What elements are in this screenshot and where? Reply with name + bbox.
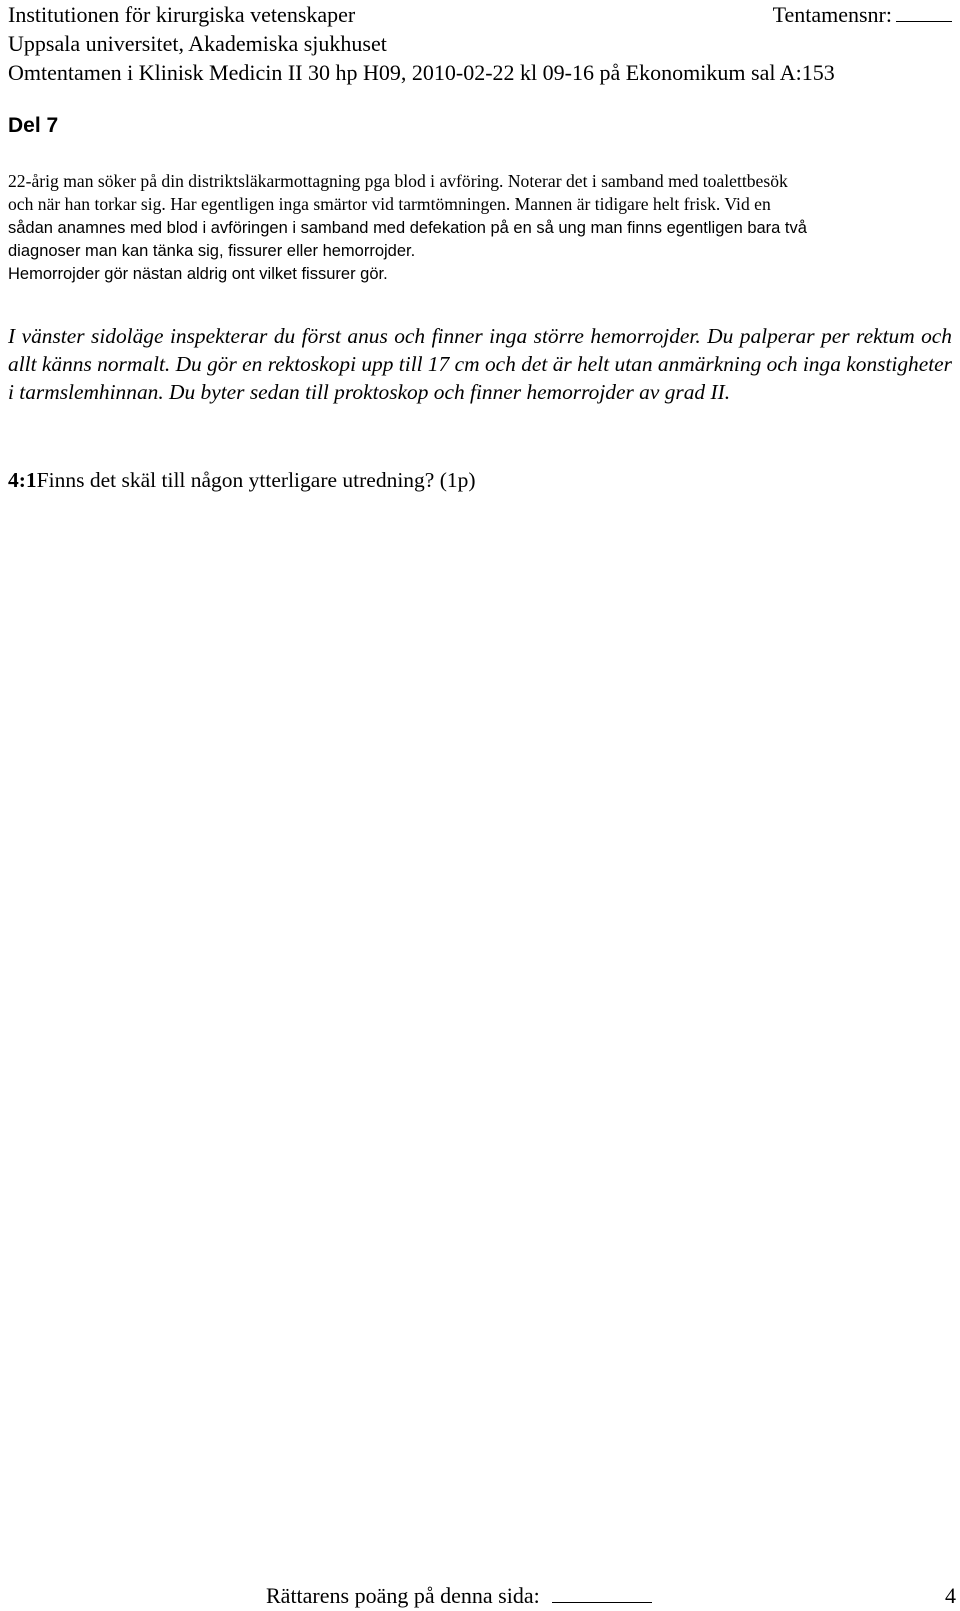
case-line: sådan anamnes med blod i avföringen i samband med defekation på en så ung man finns egentligen bara två <box>8 218 807 237</box>
score-label: Rättarens poäng på denna sida: <box>266 1583 540 1608</box>
case-description <box>8 170 952 286</box>
exam-number-label: Tentamensnr: <box>772 2 892 27</box>
question-text: Finns det skäl till någon ytterligare utredning? (1p) <box>36 468 476 492</box>
case-line: Hemorrojder gör nästan aldrig ont vilket fissurer gör. <box>8 265 388 284</box>
university-name: Uppsala universitet, Akademiska sjukhuset <box>8 31 387 56</box>
case-line: och när han torkar sig. Har egentligen inga smärtor vid tarmtömningen. Mannen är tidigare helt frisk. Vid en <box>8 194 771 215</box>
case-line: diagnoser man kan tänka sig, fissurer eller hemorrojder. <box>8 241 416 260</box>
header-line-3 <box>8 58 952 87</box>
exam-number-blank[interactable] <box>896 1 952 22</box>
header-line-1 <box>8 0 952 29</box>
page-number: 4 <box>945 1583 956 1608</box>
department-name: Institutionen för kirurgiska vetenskaper <box>8 2 356 27</box>
question <box>8 466 476 494</box>
page-footer <box>266 1582 956 1610</box>
exam-title: Omtentamen i Klinisk Medicin II 30 hp H09, 2010-02-22 kl 09-16 på Ekonomikum sal A:153 <box>8 60 835 85</box>
question-number: 4:1 <box>8 468 37 492</box>
page-header <box>8 0 952 87</box>
case-line: 22-årig man söker på din distriktsläkarmottagning pga blod i avföring. Noterar det i samband med toalettbesök <box>8 171 788 191</box>
examination-findings: I vänster sidoläge inspekterar du först anus och finner inga större hemorrojder. Du palperar per rektum och allt känns normalt. Du gör en rektoskopi upp till 17 cm och det är helt utan anmärkning och inga konstigheter i tarmslemhinnan. Du byter sedan till proktoskop och finner hemorrojder av grad II. <box>8 324 952 405</box>
exam-number-field <box>773 0 952 29</box>
section-title: Del 7 <box>8 114 59 137</box>
score-blank[interactable] <box>552 1582 652 1603</box>
header-line-2 <box>8 29 952 58</box>
